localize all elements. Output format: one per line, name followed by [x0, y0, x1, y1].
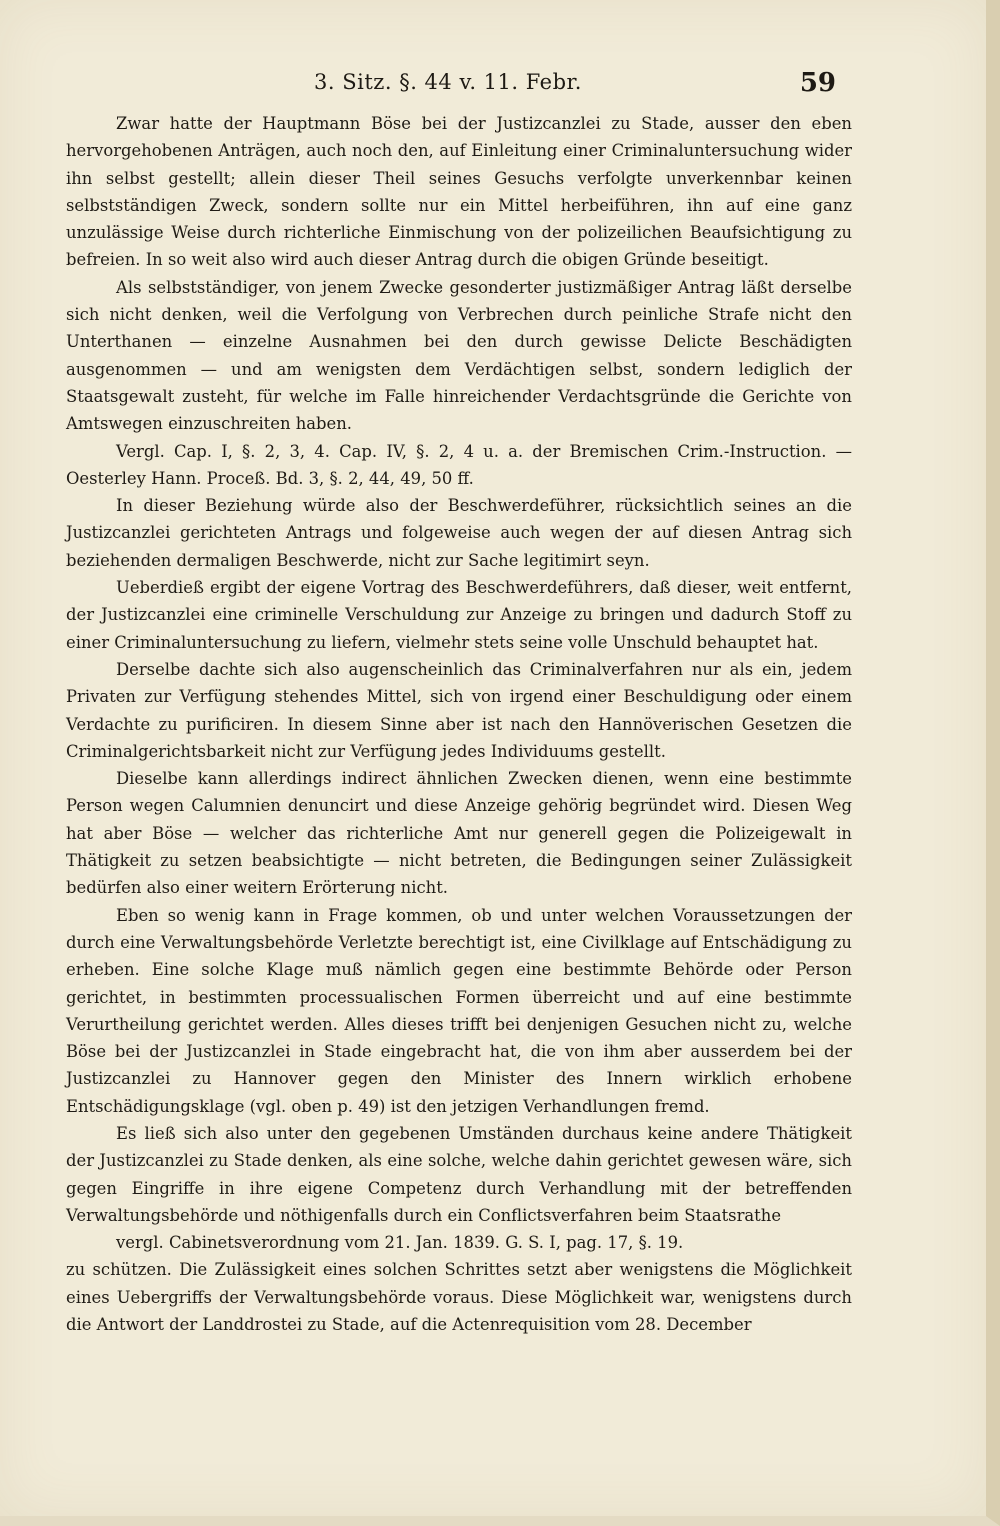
page-number: 59 — [799, 68, 836, 98]
paragraph: Zwar hatte der Hauptmann Böse bei der Justizcanzlei zu Stade, ausser den eben hervorgehobenen Anträgen, auch noch den, auf Einleitung einer Criminaluntersuchung wider ihn selbst gestellt; allein dieser Theil seines Gesuchs verfolgte unverkennbar keinen selbstständigen Zweck, sondern sollte nur ein Mittel herbeiführen, ihn auf eine ganz unzulässige Weise durch richterliche Einmischung von der polizeilichen Beaufsichtigung zu befreien. In so weit also wird auch dieser Antrag durch die obigen Gründe beseitigt. — [66, 114, 852, 270]
running-title: 3. Sitz. §. 44 v. 11. Febr. — [314, 70, 582, 94]
paragraph-continuation: zu schützen. Die Zulässigkeit eines solchen Schrittes setzt aber wenigstens die Möglichkeit eines Uebergriffs der Verwaltungsbehörde voraus. Diese Möglichkeit war, wenigstens durch die Antwort der Landdrostei zu Stade, auf die Actenrequisition vom 28. December — [66, 1260, 852, 1335]
paragraph: Derselbe dachte sich also augenscheinlich das Criminalverfahren nur als ein, jedem Privaten zur Verfügung stehendes Mittel, sich von irgend einer Beschuldigung oder einem Verdachte zu purificiren. In diesem Sinne aber ist nach den Hannöverischen Gesetzen die Criminalgerichtsbarkeit nicht zur Verfügung jedes Individuums gestellt. — [66, 659, 852, 761]
paragraph: Dieselbe kann allerdings indirect ähnlichen Zwecken dienen, wenn eine bestimmte Person wegen Calumnien denuncirt und diese Anzeige gehörig begründet wird. Diesen Weg hat aber Böse — welcher das richterliche Amt nur generell gegen die Polizeigewalt in Thätigkeit zu setzen beabsichtigte — nicht betreten, die Bedingungen seiner Zulässigkeit bedürfen also einer weitern Erörterung nicht. — [66, 769, 852, 898]
paragraph: Eben so wenig kann in Frage kommen, ob und unter welchen Voraussetzungen der durch eine Verwaltungsbehörde Verletzte berechtigt ist, eine Civilklage auf Entschädigung zu erheben. Eine solche Klage muß nämlich gegen eine bestimmte Behörde oder Person gerichtet, in bestimmten processualischen Formen überreicht und auf eine bestimmte Verurtheilung gerichtet werden. Alles dieses trifft bei denjenigen Gesuchen nicht zu, welche Böse bei der Justizcanzlei in Stade eingebracht hat, die von ihm aber ausserdem bei der Justizcanzlei zu Hannover gegen den Minister des Innern wirklich erhobene Entschädigungsklage (vgl. oben p. 49) ist den jetzigen Verhandlungen fremd. — [66, 905, 852, 1116]
paragraph: In dieser Beziehung würde also der Beschwerdeführer, rücksichtlich seines an die Justizcanzlei gerichteten Antrags und folgeweise auch wegen der auf diesen Antrag sich beziehenden dermaligen Beschwerde, nicht zur Sache legitimirt seyn. — [66, 496, 852, 570]
paragraph: Ueberdieß ergibt der eigene Vortrag des Beschwerdeführers, daß dieser, weit entfernt, der Justizcanzlei eine criminelle Verschuldung zur Anzeige zu bringen und dadurch Stoff zu einer Criminaluntersuchung zu liefern, vielmehr stets seine volle Unschuld behauptet hat. — [66, 578, 852, 652]
paragraph: Als selbstständiger, von jenem Zwecke gesonderter justizmäßiger Antrag läßt derselbe sich nicht denken, weil die Verfolgung von Verbrechen durch peinliche Strafe nicht den Unterthanen — einzelne Ausnahmen bei den durch gewisse Delicte Beschädigten ausgenommen — und am wenigsten dem Verdächtigen selbst, sondern lediglich der Staatsgewalt zusteht, für welche im Falle hinreichender Verdachtsgründe die Gerichte von Amtswegen einzuschreiten haben. — [66, 277, 852, 434]
reference-note: vergl. Cabinetsverordnung vom 21. Jan. 1839. G. S. I, pag. 17, §. 19. — [116, 1233, 684, 1253]
paragraph: Es ließ sich also unter den gegebenen Umständen durchaus keine andere Thätigkeit der Justizcanzlei zu Stade denken, als eine solche, welche dahin gerichtet gewesen wäre, sich gegen Eingriffe in ihre eigene Competenz durch Verhandlung mit der betreffenden Verwaltungsbehörde und nöthigenfalls durch ein Conflictsverfahren beim Staatsrathe — [66, 1123, 852, 1225]
reference-note: Vergl. Cap. I, §. 2, 3, 4. Cap. IV, §. 2, 4 u. a. der Bremischen Crim.-Instruction. — Oesterley Hann. Proceß. Bd. 3, §. 2, 44, 49, 50 ff. — [66, 441, 852, 488]
body-text — [66, 110, 852, 1338]
page-header — [60, 70, 836, 104]
